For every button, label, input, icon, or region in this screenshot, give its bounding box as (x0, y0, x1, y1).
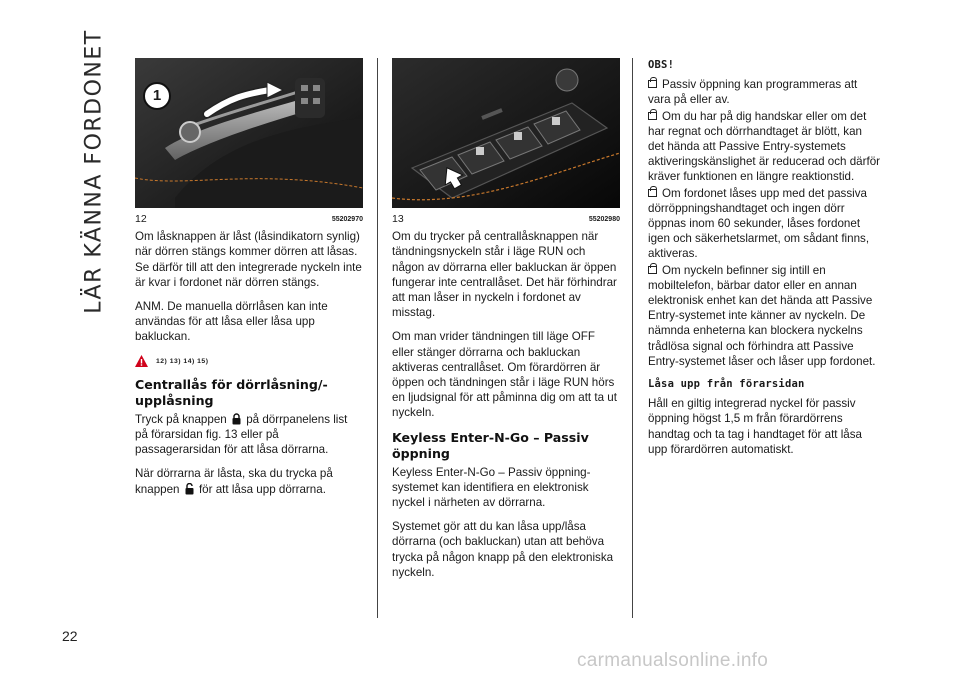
callout-badge (143, 82, 171, 110)
paragraph (135, 466, 363, 496)
side-chapter-title (64, 28, 124, 314)
column-divider-1 (377, 58, 378, 618)
note-item (648, 186, 880, 262)
sub-heading: Låsa upp från förarsidan (648, 378, 805, 391)
paragraph: Håll en giltig integrerad nyckel för passiv öppning högst 1,5 m från förardörrens handtag och ta tag i handtaget för att låsa upp förardörren automatiskt. (648, 397, 862, 456)
note-item (648, 263, 880, 369)
paragraph: ANM. De manuella dörrlåsen kan inte användas för att låsa eller låsa upp bakluckan. (135, 300, 328, 344)
figure-13-caption (392, 212, 620, 227)
warning-triangle-icon (135, 355, 148, 367)
watermark: carmanualsonline.info (577, 650, 769, 671)
callout-number: 1 (152, 87, 162, 105)
column-1 (135, 58, 363, 506)
text-span: När dörrarna är låsta, ska du trycka på knappen (135, 467, 333, 496)
text-span: för att låsa upp dörrarna. (198, 482, 326, 496)
note-box-icon (648, 266, 657, 274)
column-3 (648, 58, 880, 466)
figure-13-photo (392, 58, 620, 208)
paragraph: Om låsknappen är låst (låsindikatorn synlig) när dörren stängs kommer dörren att låsas. Se därför till att den integrerade nyckeln inte är kvar i fordonet när dörren stängs. (135, 230, 362, 289)
note-box-icon (648, 112, 657, 120)
paragraph: Om man vrider tändningen till läge OFF eller stänger dörrarna och bakluckan aktiveras centrallåset. Om förardörren är öppen och tändningen står i läge RUN hörs en ljudsignal för att påminna dig om att ta ut nyckeln. (392, 330, 617, 420)
note-text: Om fordonet låses upp med det passiva dörröppningshandtaget och ingen dörr öppnas inom 60 sekunder, låses fordonet igen och säkerhetslarmet, om sådant finns, aktiveras. (648, 186, 870, 261)
note-box-icon (648, 80, 657, 88)
figure-number: 13 (392, 213, 404, 225)
door-handle-illustration (135, 58, 363, 208)
figure-12-caption (135, 212, 363, 227)
paragraph (135, 412, 363, 458)
note-box-icon (648, 189, 657, 197)
lock-open-icon (185, 483, 194, 495)
figure-code: 55202980 (588, 216, 620, 223)
page-number: 22 (62, 628, 78, 644)
paragraph: Systemet gör att du kan låsa upp/låsa dörrarna (och bakluckan) utan att behöva trycka på någon knapp på den elektroniska nyckeln. (392, 520, 614, 579)
text-span: på dörrpanelens list på förarsidan fig. 13 eller på passagerarsidan för att låsa dörrarna. (135, 412, 348, 457)
note-title: OBS! (648, 59, 675, 71)
warning-references: 12) 13) 14) 15) (156, 357, 209, 365)
note-item (648, 109, 880, 185)
lock-closed-icon (232, 413, 241, 425)
text-span: Tryck på knappen (135, 412, 227, 426)
note-text: Om du har på dig handskar eller om det har regnat och dörrhandtaget är blött, kan det hända att Passive Entry-systemets aktiveringskänslighet är reducerad och därför kräver funktionen en längre reaktionstid. (648, 109, 880, 184)
chapter-title-text: LÄR KÄNNA FORDONET (81, 28, 107, 314)
column-divider-2 (632, 58, 633, 618)
figure-12-photo (135, 58, 363, 208)
note-text: Passiv öppning kan programmeras att vara på eller av. (648, 78, 858, 107)
section-heading: Centrallås för dörrlåsning/-upplåsning (135, 376, 328, 408)
section-heading: Keyless Enter-N-Go – Passiv öppning (392, 429, 589, 461)
figure-code: 55202970 (331, 216, 363, 223)
warning-row (135, 354, 363, 369)
column-2 (392, 58, 620, 589)
note-item (648, 77, 880, 107)
paragraph: Keyless Enter-N-Go – Passiv öppning-systemet kan identifiera en elektronisk nyckel i närheten av dörrarna. (392, 465, 591, 510)
door-switch-panel-illustration (392, 58, 620, 208)
figure-number: 12 (135, 213, 147, 225)
paragraph: Om du trycker på centrallåsknappen när tändningsnyckeln står i läge RUN och någon av dörrarna eller bakluckan är öppen fungerar inte centrallåset. Det här förhindrar att man låser in nyckeln i fordonet av misstag. (392, 230, 617, 320)
note-text: Om nyckeln befinner sig intill en mobiltelefon, bärbar dator eller en annan elektronisk enhet kan det hända att Passive Entry-systemet inte känner av nyckeln. De nämnda enheterna kan blockera nyckelns trådlösa signal och förhindra att Passive Entry-systemet låser och låser upp fordonet. (648, 263, 876, 368)
